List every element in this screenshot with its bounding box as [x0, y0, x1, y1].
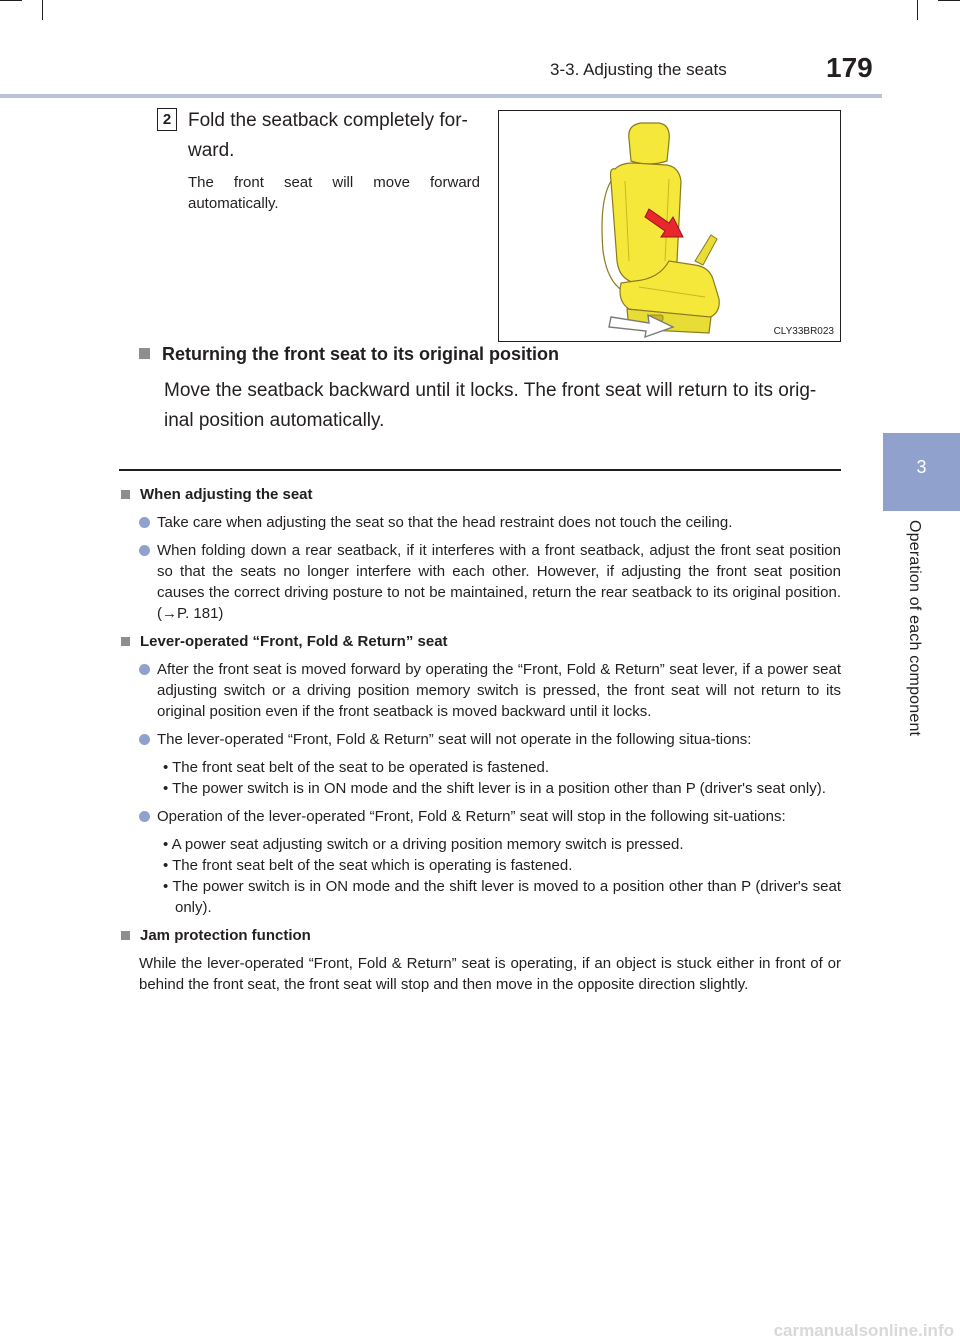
list-item: • The power switch is in ON mode and the shift lever is in a position other than P (driver's seat only). [163, 780, 826, 797]
square-bullet-icon [121, 931, 130, 940]
bullet-list [121, 757, 841, 799]
note-paragraph [121, 659, 841, 722]
page-number: 179 [826, 52, 873, 83]
note-paragraph-text: After the front seat is moved forward by operating the “Front, Fold & Return” seat lever, if a power seat adjusting switch or a driving position memory switch is pressed, the front seat will not return to its original position even if the front seatback is moved backward until it locks. [157, 661, 841, 720]
note-paragraph [121, 729, 841, 750]
note-paragraph: While the lever-operated “Front, Fold & Return” seat is operating, if an object is stuck either in front of or behind the front seat, the front seat will stop and then move in the opposite direction slightly. [139, 955, 841, 993]
square-bullet-icon [121, 490, 130, 499]
step-text: Fold the seatback completely for-ward. [188, 110, 468, 161]
circle-bullet-icon [139, 734, 150, 745]
crop-mark [917, 0, 918, 20]
note-paragraph [121, 540, 841, 624]
crop-mark [42, 0, 43, 20]
note-heading-text: When adjusting the seat [140, 486, 313, 503]
circle-bullet-icon [139, 545, 150, 556]
note-paragraph [121, 806, 841, 827]
circle-bullet-icon [139, 811, 150, 822]
seat-illustration [498, 110, 841, 342]
note-heading-text: Jam protection function [140, 927, 311, 944]
circle-bullet-icon [139, 664, 150, 675]
note-paragraph-text: Take care when adjusting the seat so that the head restraint does not touch the ceiling. [157, 514, 733, 531]
note-heading [121, 484, 841, 505]
chapter-label: Operation of each component [906, 520, 923, 737]
note-paragraph [121, 512, 841, 533]
list-item: • The front seat belt of the seat to be operated is fastened. [163, 759, 550, 776]
step-number: 2 [157, 108, 177, 131]
note-heading [121, 631, 841, 652]
circle-bullet-icon [139, 517, 150, 528]
note-paragraph-text: When folding down a rear seatback, if it interferes with a front seatback, adjust the front seat position so that the seats no longer interfere with each other. However, if adjusting the front seat position causes the correct driving posture to not be maintained, return the rear seatback to its original position. (→P. 181) [157, 542, 841, 622]
running-header-title: 3-3. Adjusting the seats [550, 60, 727, 79]
notes-divider [119, 469, 841, 471]
list-item: • The front seat belt of the seat which is operating is fastened. [163, 857, 573, 874]
note-heading [121, 925, 841, 946]
seat-fold-diagram [499, 111, 840, 341]
section-body: Move the seatback backward until it locks. The front seat will return to its orig-inal position automatically. [164, 380, 817, 431]
square-bullet-icon [121, 637, 130, 646]
chapter-tab [883, 433, 960, 511]
note-paragraph-text: The lever-operated “Front, Fold & Return” seat will not operate in the following situa-tions: [157, 731, 752, 748]
section-heading [139, 344, 559, 365]
list-item: • The power switch is in ON mode and the shift lever is moved to a position other than P (driver's seat only). [163, 878, 841, 916]
square-bullet-icon [139, 348, 150, 359]
note-heading-text: Lever-operated “Front, Fold & Return” seat [140, 633, 448, 650]
notes-block [121, 484, 841, 1002]
step-subtext: The front seat will move forward automatically. [188, 174, 480, 212]
watermark: carmanualsonline.info [773, 1321, 954, 1340]
header-rule [0, 94, 882, 98]
section-heading-text: Returning the front seat to its original position [162, 344, 559, 364]
note-paragraph-text: Operation of the lever-operated “Front, Fold & Return” seat will stop in the following sit-uations: [157, 808, 786, 825]
chapter-number: 3 [916, 457, 927, 477]
bullet-list [121, 834, 841, 918]
crop-mark [938, 0, 960, 1]
crop-mark [0, 0, 22, 1]
list-item: • A power seat adjusting switch or a driving position memory switch is pressed. [163, 836, 684, 853]
figure-code: CLY33BR023 [773, 326, 834, 337]
